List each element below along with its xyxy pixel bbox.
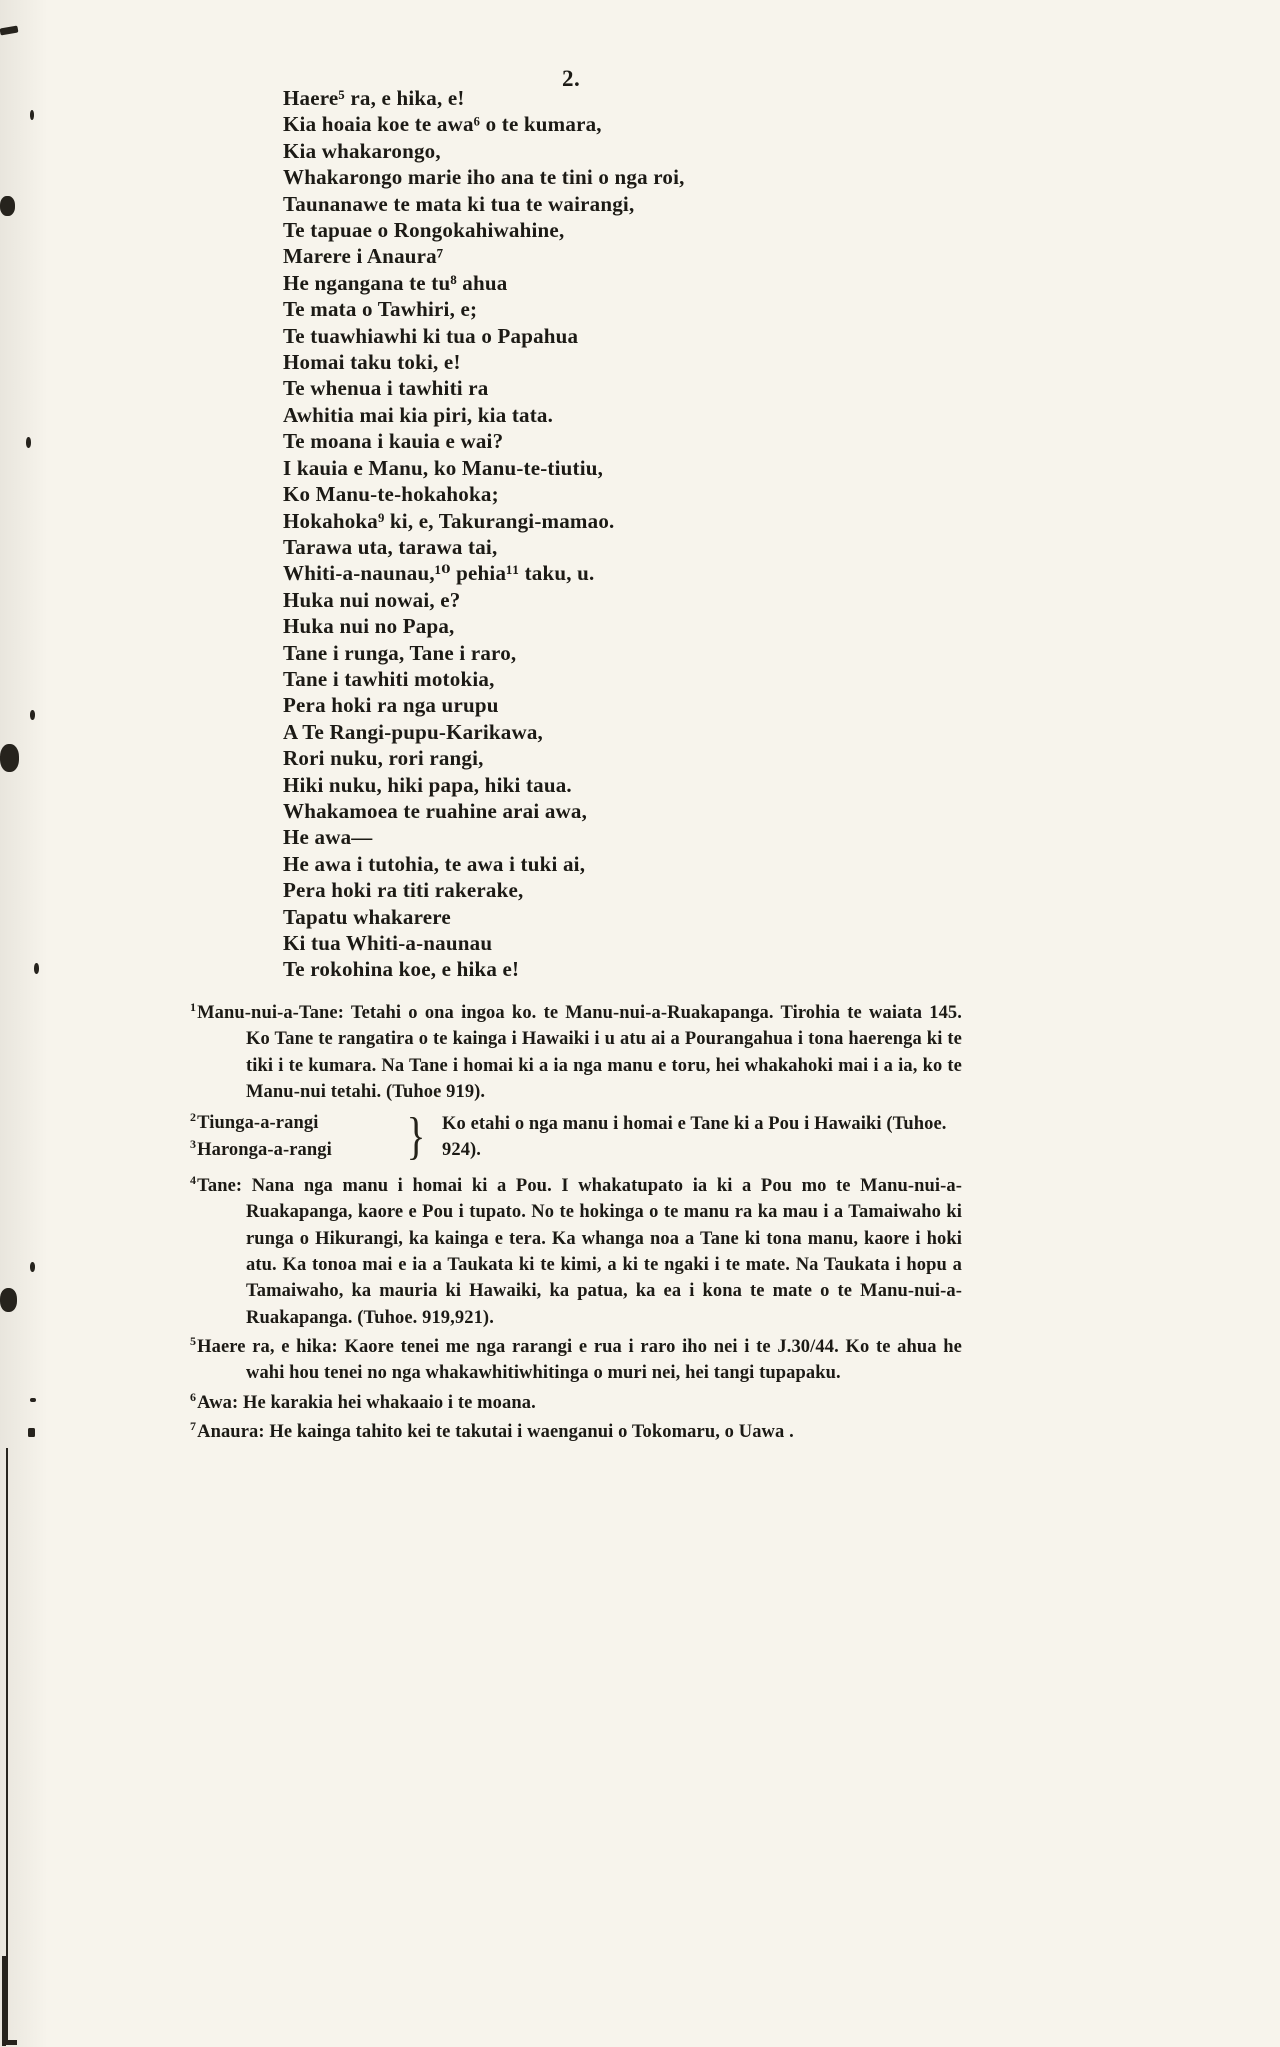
poem-line: Te moana i kauia e wai? bbox=[283, 429, 504, 454]
footnote: $^7$Anaura: He kainga tahito kei te takutai i waenganui o Tokomaru, o Uawa . bbox=[190, 1418, 794, 1442]
poem-line: He awa i tutohia, te awa i tuki ai, bbox=[283, 851, 586, 876]
footnote-marker: 5 bbox=[190, 1333, 197, 1348]
footnote-marker: 1 bbox=[190, 1000, 197, 1014]
poem-line: Marere i Anaura⁷ bbox=[283, 244, 444, 269]
poem-line: Whakamoea te ruahine arai awa, bbox=[283, 798, 588, 823]
poem-line: Te tuawhiawhi ki tua o Papahua bbox=[283, 323, 579, 348]
footnote-text: Ko etahi o nga manu i homai e Tane ki a Pou i Hawaiki (Tuhoe. 924). bbox=[442, 1113, 947, 1161]
scan-artifact bbox=[0, 744, 19, 772]
poem-line: Taunanawe te mata ki tua te wairangi, bbox=[283, 191, 635, 216]
footnotes bbox=[190, 1000, 962, 1448]
poem-line: Te tapuae o Rongokahiwahine, bbox=[283, 218, 565, 243]
poem-line: Tapatu whakarere bbox=[283, 904, 451, 929]
poem-line: He ngangana te tu⁸ ahua bbox=[283, 270, 508, 295]
page-number: 2. bbox=[562, 66, 581, 91]
scan-artifact bbox=[2, 1956, 6, 2046]
poem-line: Ki tua Whiti-a-naunau bbox=[283, 931, 493, 955]
poem bbox=[283, 85, 943, 983]
poem-line: Tane i tawhiti motokia, bbox=[283, 666, 495, 691]
poem-line: Huka nui nowai, e? bbox=[283, 587, 461, 612]
scan-artifact bbox=[30, 1398, 36, 1402]
footnote: $^1$Manu-nui-a-Tane: Tetahi o ona ingoa ko. te Manu-nui-a-Ruakapanga. Tirohia te waiata 145. Ko Tane te rangatira o te kainga i Hawaiki i u atu ai a Pourangahua i tona haerenga ki te tiki i te kumara. Na Tane i homai ki a ia nga manu e toru, hei whakahoki mai i a ia, ko te Manu-nui tetahi. (Tuhoe 919). bbox=[190, 1000, 962, 1102]
footnote-label: $^2$Tiunga-a-rangi bbox=[190, 1110, 319, 1134]
brace-glyph: } bbox=[406, 1108, 426, 1166]
footnote: $^5$Haere ra, e hika: Kaore tenei me nga rarangi e rua i raro iho nei i te J.30/44. Ko te ahua he wahi hou tenei no nga whakawhitiwhitinga o muri nei, hei tangi tupapaku. bbox=[190, 1333, 962, 1384]
poem-line: I kauia e Manu, ko Manu-te-tiutiu, bbox=[283, 455, 604, 480]
poem-line: He awa— bbox=[283, 825, 373, 850]
footnote-marker: 2 bbox=[190, 1110, 197, 1125]
poem-line: Te mata o Tawhiri, e; bbox=[283, 297, 478, 322]
scan-artifact bbox=[28, 1428, 35, 1437]
footnote: $^4$Tane: Nana nga manu i homai ki a Pou. I whakatupato ia ki a Pou mo te Manu-nui-a-Ruakapanga, kaore e Pou i tupato. No te hokinga o te manu ra ka mau i a Tamaiwaho ki runga o Hikurangi, ka kainga e tera. Ka whanga noa a Tane ki tona manu, kaore i hoki atu. Ka tonoa mai e ia a Taukata ki te kimi, a ki te ngaki i te mate. Na Taukata i hopu a Tamaiwaho, ka mauria ki Hawaiki, ka patua, ka ea i kona te mate o te Manu-nui-a-Ruakapanga. (Tuhoe. 919,921). bbox=[190, 1173, 962, 1328]
footnote-pair bbox=[190, 1110, 962, 1164]
scan-artifact bbox=[2, 2040, 17, 2045]
footnote-label: $^3$Haronga-a-rangi bbox=[190, 1137, 332, 1161]
poem-line: Hiki nuku, hiki papa, hiki taua. bbox=[283, 772, 572, 797]
scan-artifact bbox=[30, 710, 35, 720]
poem-line: Homai taku toki, e! bbox=[283, 350, 461, 375]
poem-line: Te rokohina koe, e hika e! bbox=[283, 957, 520, 982]
footnote-marker: 6 bbox=[190, 1389, 197, 1404]
poem-line: Kia whakarongo, bbox=[283, 138, 441, 163]
poem-line: Kia hoaia koe te awa⁶ o te kumara, bbox=[283, 112, 602, 137]
scan-artifact bbox=[26, 437, 31, 448]
poem-line: Te whenua i tawhiti ra bbox=[283, 376, 489, 401]
scan-artifact bbox=[34, 963, 39, 974]
scan-artifact bbox=[0, 25, 18, 35]
poem-line: Whakarongo marie iho ana te tini o nga roi, bbox=[283, 165, 685, 190]
poem-line: Awhitia mai kia piri, kia tata. bbox=[283, 402, 554, 427]
poem-line: Rori nuku, rori rangi, bbox=[283, 746, 484, 771]
scan-artifact bbox=[0, 196, 15, 216]
poem-line: A Te Rangi-pupu-Karikawa, bbox=[283, 719, 543, 744]
poem-line: Haere⁵ ra, e hika, e! bbox=[283, 86, 465, 110]
poem-line: Ko Manu-te-hokahoka; bbox=[283, 482, 499, 507]
footnote-marker: 7 bbox=[190, 1418, 197, 1433]
poem-line: Whiti-a-naunau,¹⁰ pehia¹¹ taku, u. bbox=[283, 561, 595, 586]
poem-line: Hokahoka⁹ ki, e, Takurangi-mamao. bbox=[283, 508, 615, 533]
scan-artifact bbox=[30, 1262, 35, 1272]
poem-line: Pera hoki ra nga urupu bbox=[283, 693, 499, 718]
poem-line: Tarawa uta, tarawa tai, bbox=[283, 534, 498, 559]
footnote-pair-labels bbox=[190, 1110, 390, 1164]
poem-line: Tane i runga, Tane i raro, bbox=[283, 640, 517, 665]
scan-artifact bbox=[0, 1288, 17, 1312]
footnote: $^6$Awa: He karakia hei whakaaio i te moana. bbox=[190, 1389, 536, 1413]
poem-line: Huka nui no Papa, bbox=[283, 614, 455, 639]
poem-line: Pera hoki ra titi rakerake, bbox=[283, 878, 524, 903]
footnote-marker: 3 bbox=[190, 1137, 197, 1152]
scan-artifact bbox=[30, 110, 34, 120]
footnote-marker: 4 bbox=[190, 1173, 197, 1188]
scan-artifact bbox=[6, 1448, 8, 2044]
